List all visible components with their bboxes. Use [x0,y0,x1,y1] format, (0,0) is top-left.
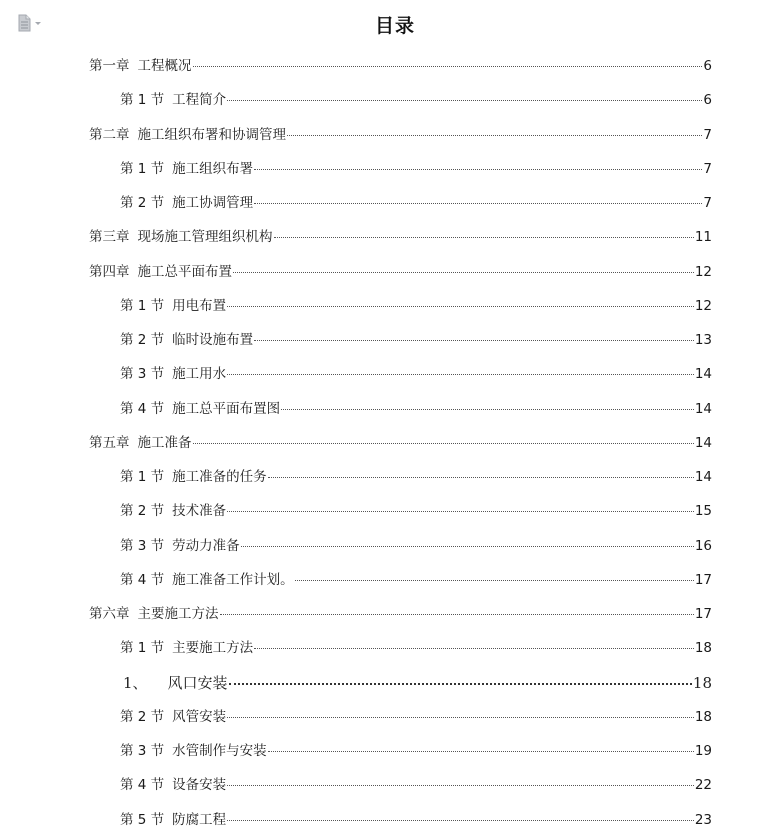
toc-entry-page: 18 [692,673,712,692]
toc-entry-number: 第 3 节 [120,743,165,759]
toc-entry[interactable] [120,160,712,178]
toc-entry-number: 第 2 节 [120,708,165,725]
toc-entry-text: 施工准备工作计划。 [172,571,294,588]
toc-entry-text: 施工组织布署和协调管理 [137,126,286,143]
toc-dot-leader [254,203,702,204]
toc-entry-number: 第 4 节 [120,777,165,794]
toc-entry-label [120,194,253,212]
toc-entry-text: 用电布置 [172,297,227,314]
toc-entry-text: 主要施工方法 [172,640,254,657]
toc-entry-text: 风管安装 [172,708,227,725]
toc-entry[interactable] [89,57,712,75]
toc-entry-page: 15 [694,503,712,520]
toc-entry-label [120,708,226,726]
toc-entry-page: 22 [694,777,712,794]
toc-entry-label [123,674,228,692]
toc-entry-text: 主要施工方法 [137,606,219,622]
toc-entry-text: 施工总平面布置图 [172,400,281,417]
toc-entry[interactable] [120,91,712,109]
toc-entry[interactable] [120,502,712,520]
toc-entry-page: 7 [703,195,712,211]
toc-entry-number: 第 3 节 [120,537,165,554]
toc-entry-label [120,91,226,109]
toc-entry[interactable] [120,639,712,657]
toc-entry-page: 17 [694,571,712,588]
toc-entry[interactable] [120,537,712,555]
toc-entry-text: 设备安装 [172,777,227,794]
toc-entry-number: 第 2 节 [120,503,165,520]
toc-entry-label [120,502,226,520]
toc-entry-label [120,160,253,178]
toc-entry-label [120,365,226,383]
toc-dot-leader [227,511,694,512]
toc-entry-page: 14 [694,469,712,485]
toc-entry-number: 第二章 [89,126,130,143]
toc-entry-page: 6 [703,92,712,109]
toc-entry-text: 风口安装 [167,673,228,692]
toc-dot-leader [227,820,694,821]
toc-entry-number: 第三章 [89,229,130,246]
toc-entry[interactable] [120,297,712,315]
toc-entry-label [89,263,232,281]
toc-entry-text: 防腐工程 [172,811,227,828]
toc-entry-number: 第四章 [89,263,130,280]
toc-entry-number: 第 2 节 [120,332,165,348]
toc-entry-number: 第五章 [89,434,130,451]
toc-entry-page: 7 [703,160,712,177]
toc-dot-leader [254,340,694,341]
toc-entry[interactable] [120,776,712,794]
toc-entry-label [120,571,294,589]
toc-entry-page: 18 [694,708,712,725]
toc-entry-number: 第 1 节 [120,469,165,485]
toc-entry[interactable] [120,400,712,418]
toc-dot-leader [229,683,692,685]
toc-dot-leader [220,614,694,615]
toc-entry[interactable] [120,708,712,726]
toc-dot-leader [254,169,702,170]
toc-entry-page: 14 [694,366,712,383]
toc-entry-label [89,57,192,75]
toc-entry-page: 12 [694,263,712,280]
toc-entry-page: 12 [694,297,712,314]
toc-entry[interactable] [120,468,712,486]
toc-dot-leader [274,237,694,238]
toc-entry-number: 第 3 节 [120,366,165,383]
toc-entry[interactable] [89,434,712,452]
toc-entry-label [120,468,267,486]
toc-entry-text: 现场施工管理组织机构 [137,229,273,246]
toc-entry-number: 第 5 节 [120,811,165,828]
toc-entry-label [120,537,240,555]
toc-entry-label [120,742,267,760]
toc-dot-leader [287,135,702,136]
toc-entry-text: 技术准备 [172,503,227,520]
toc-entry-page: 23 [694,811,712,828]
toc-entry-page: 19 [694,743,712,759]
toc-entry[interactable] [89,126,712,144]
toc-dot-leader [227,717,694,718]
toc-entry-label [89,434,192,452]
toc-entry[interactable] [120,365,712,383]
toc-entry-number: 1、 [123,673,148,692]
toc-entry-page: 6 [703,58,712,74]
toc-dot-leader [227,785,694,786]
toc-entry-text: 施工组织布署 [172,160,254,177]
page-title: 目录 [374,15,415,37]
toc-entry-label [89,228,273,246]
toc-entry-label [120,811,226,829]
toc-entry-text: 施工协调管理 [172,195,254,211]
toc-dot-leader [295,580,694,581]
toc-entry-text: 劳动力准备 [172,537,240,554]
toc-dot-leader [268,477,694,478]
toc-entry-page: 11 [694,229,712,246]
toc-dot-leader [241,546,694,547]
toc-entry-number: 第六章 [89,606,130,622]
toc-entry-page: 7 [703,126,712,143]
toc-entry-label [120,639,253,657]
toc-entry-page: 14 [694,434,712,451]
toc-entry-text: 工程简介 [172,92,227,109]
toc-entry[interactable] [120,331,712,349]
toc-entry-text: 施工准备的任务 [172,469,267,485]
toc-entry-label [89,605,219,623]
toc-entry-text: 施工准备 [137,434,192,451]
toc-dot-leader [233,272,694,273]
toc-entry-number: 第 4 节 [120,571,165,588]
toc-entry-page: 18 [694,640,712,657]
toc-entry-page: 17 [694,606,712,622]
toc-entry-page: 16 [694,537,712,554]
toc-dot-leader [227,374,694,375]
toc-entry[interactable] [89,605,712,623]
toc-entry-number: 第 4 节 [120,400,165,417]
toc-entry-number: 第 1 节 [120,640,165,657]
toc-dot-leader [227,306,694,307]
toc-entry-number: 第 2 节 [120,195,165,211]
toc-entry-text: 施工总平面布置 [137,263,232,280]
toc-entry-page: 14 [694,400,712,417]
toc-entry[interactable] [120,194,712,212]
toc-dot-leader [193,66,703,67]
toc-entry-label [120,331,253,349]
toc-dot-leader [268,751,694,752]
toc-entry-text: 施工用水 [172,366,227,383]
toc-entry-label [120,400,280,418]
toc-dot-leader [193,443,694,444]
toc-entry-label [120,297,226,315]
toc-dot-leader [227,100,702,101]
toc-entry[interactable] [89,228,712,246]
toc-entry-text: 临时设施布置 [172,332,254,348]
toc-entry-text: 工程概况 [137,58,192,74]
toc-entry-number: 第 1 节 [120,92,165,109]
toc-entry-number: 第 1 节 [120,160,165,177]
toc-entry-text: 水管制作与安装 [172,743,267,759]
toc-entry[interactable] [120,742,712,760]
toc-entry[interactable] [89,263,712,281]
toc-dot-leader [254,648,694,649]
toc-entry[interactable] [120,571,712,589]
toc-entry-number: 第一章 [89,58,130,74]
toc-dot-leader [281,409,694,410]
toc-entry[interactable] [123,674,712,692]
toc-entry[interactable] [120,811,712,829]
toc-entry-label [120,776,226,794]
toc-entry-number: 第 1 节 [120,297,165,314]
toc-entry-label [89,126,286,144]
toc-entry-page: 13 [694,332,712,348]
